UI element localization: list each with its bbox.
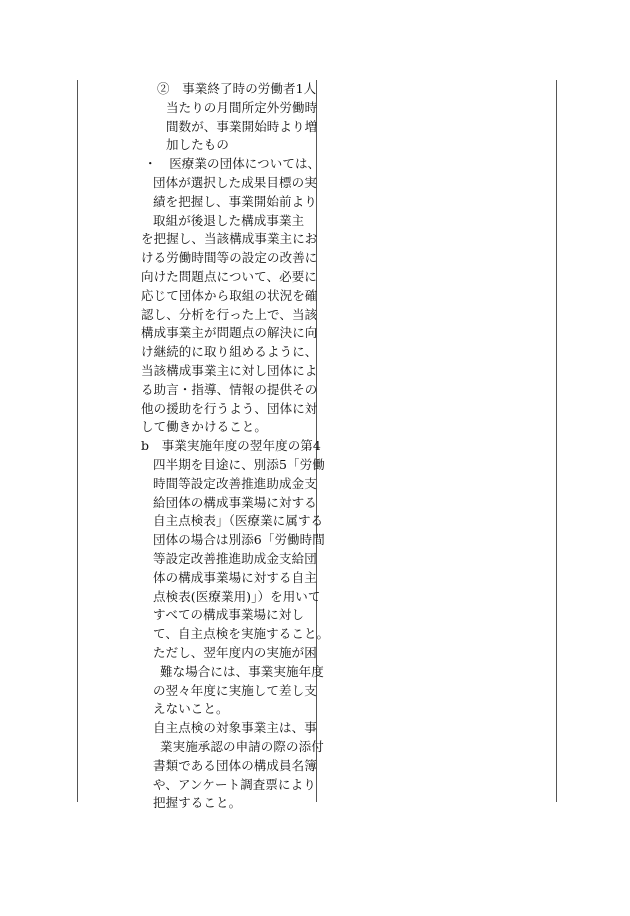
text-line: 当たりの月間所定外労働時 bbox=[166, 99, 318, 115]
text-line: ける労働時間等の設定の改善に bbox=[141, 250, 318, 266]
text-line: て、自主点検を実施すること。 bbox=[153, 626, 330, 642]
text-line: 績を把握し、事業開始前より bbox=[153, 193, 317, 209]
text-line: を把握し、当該構成事業主にお bbox=[141, 231, 318, 247]
text-line: 自主点検表」（医療業に属する bbox=[153, 513, 324, 529]
text-line: すべての構成事業場に対し bbox=[153, 607, 304, 623]
text-line: ・ 医療業の団体については、 bbox=[144, 156, 321, 172]
text-line: 間数が、事業開始時より増 bbox=[166, 118, 318, 134]
text-line: の翌々年度に実施して差し支 bbox=[153, 682, 317, 698]
text-line: 取組が後退した構成事業主 bbox=[153, 212, 305, 228]
text-line: 団体の場合は別添6「労働時間 bbox=[153, 532, 325, 548]
text-line: 他の援助を行うよう、団体に対 bbox=[141, 400, 318, 416]
text-line: 書類である団体の構成員名簿 bbox=[153, 757, 317, 773]
text-line: 把握すること。 bbox=[153, 795, 242, 811]
text-line: や、アンケート調査票により bbox=[153, 776, 316, 792]
text-line: 業実施承認の申請の際の添付 bbox=[160, 739, 324, 754]
text-line: 四半期を目途に、別添5「労働 bbox=[153, 457, 325, 472]
text-line: 時間等設定改善推進助成金支 bbox=[153, 475, 317, 491]
text-line: 等設定改善推進助成金支給団 bbox=[153, 551, 317, 566]
text-line: 構成事業主が問題点の解決に向 bbox=[141, 325, 318, 341]
text-line: 向けた問題点について、必要に bbox=[141, 269, 317, 284]
text-line: 自主点検の対象事業主は、事 bbox=[153, 720, 317, 736]
text-line: b 事業実施年度の翌年度の第4 bbox=[141, 438, 321, 454]
text-line: ただし、翌年度内の実施が困 bbox=[153, 645, 317, 660]
text-line: して働きかけること。 bbox=[141, 419, 268, 435]
text-line: 応じて団体から取組の状況を確 bbox=[141, 287, 318, 303]
text-line: 当該構成事業主に対し団体によ bbox=[141, 363, 318, 378]
text-line: 点検表(医療業用)」）を用いて bbox=[153, 588, 321, 604]
text-line: 給団体の構成事業場に対する bbox=[153, 494, 317, 510]
text-line: 認し、分析を行った上で、当該 bbox=[141, 306, 318, 322]
left-column-rule bbox=[77, 80, 78, 802]
text-line: 体の構成事業場に対する自主 bbox=[153, 569, 317, 585]
text-line: ② 事業終了時の労働者1人 bbox=[157, 81, 317, 96]
right-column-rule bbox=[556, 80, 557, 802]
text-line: る助言・指導、情報の提供その bbox=[141, 381, 318, 397]
text-line: け継続的に取り組めるように、 bbox=[141, 344, 318, 360]
text-line: えないこと。 bbox=[153, 701, 229, 717]
text-line: 難な場合には、事業実施年度 bbox=[160, 663, 324, 679]
text-line: 団体が選択した成果目標の実 bbox=[153, 175, 317, 190]
text-line: 加したもの bbox=[166, 137, 230, 153]
